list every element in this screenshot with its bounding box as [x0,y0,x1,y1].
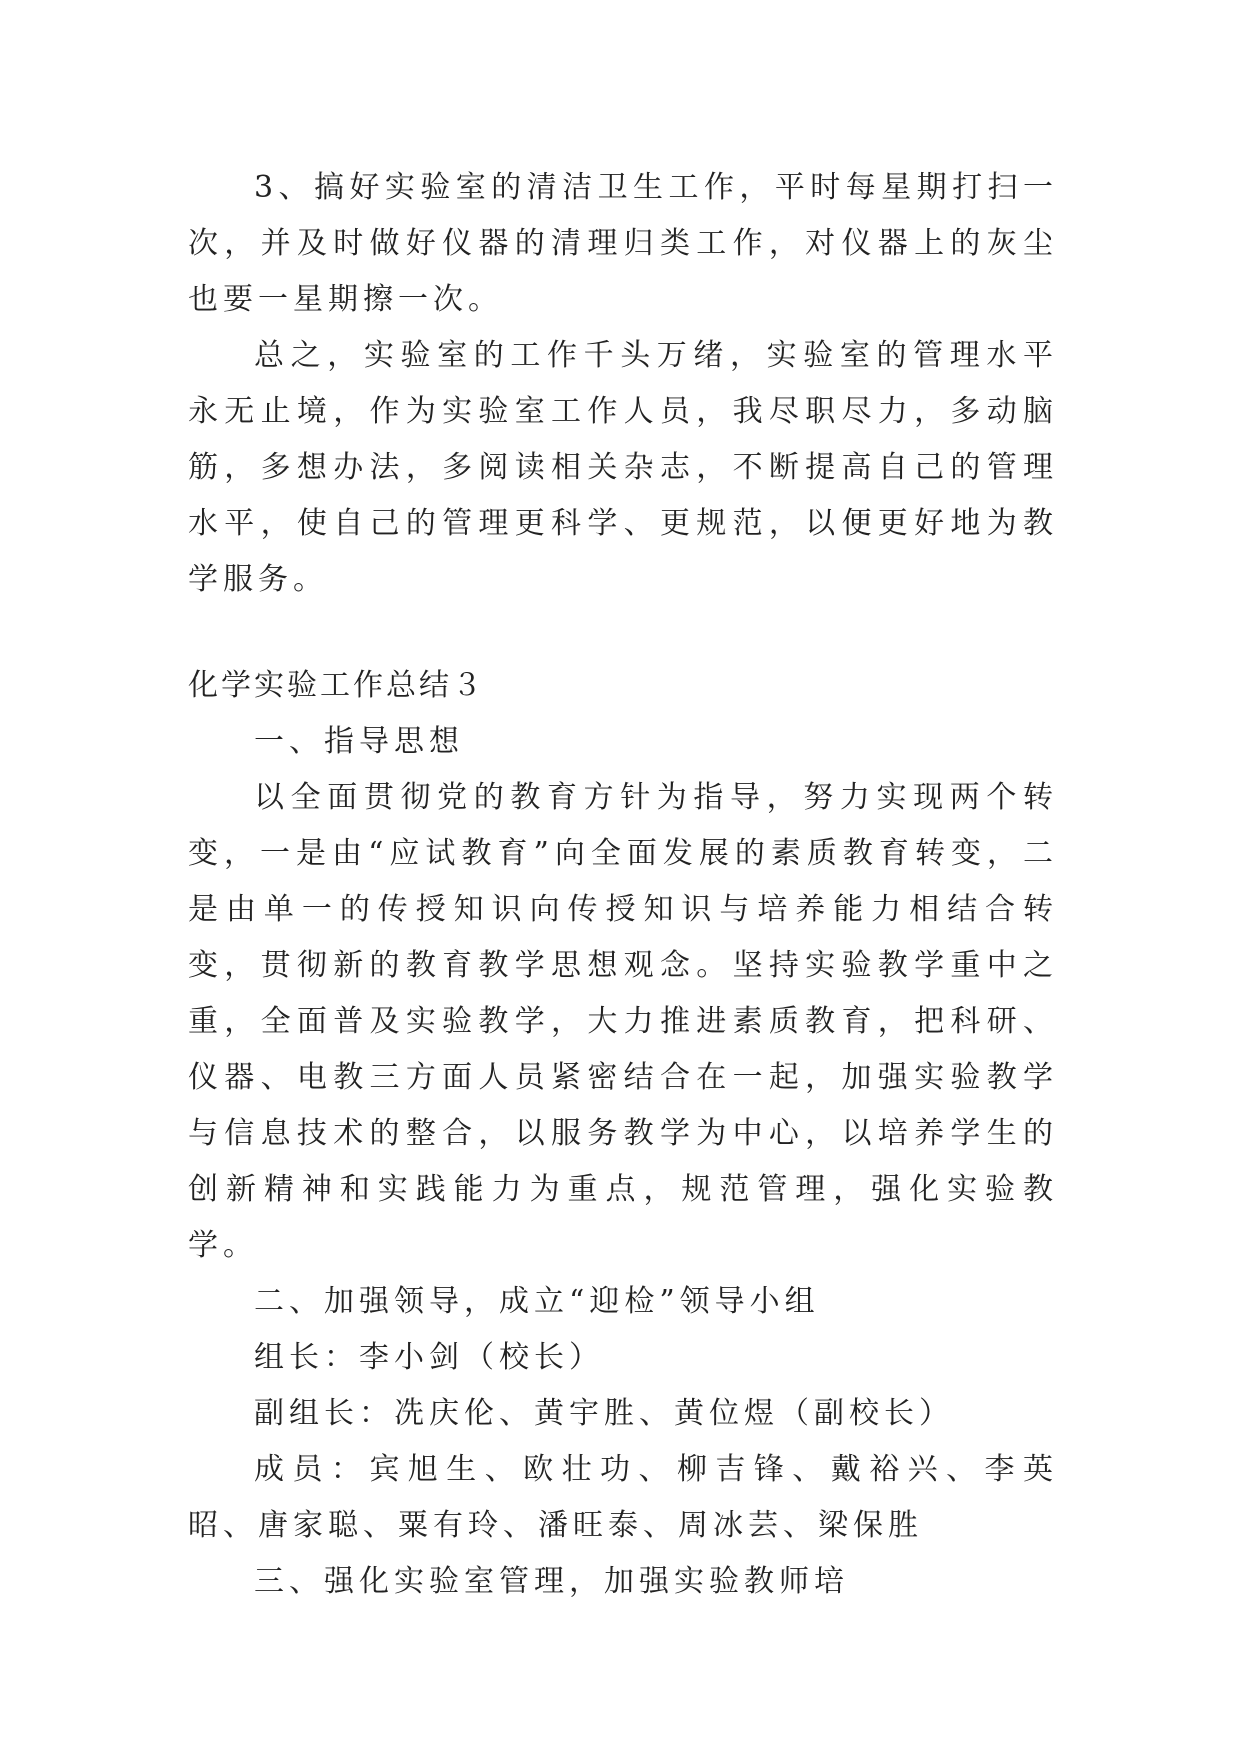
heading-lab-management: 三、强化实验室管理，加强实验教师培 [254,1564,849,1599]
paragraph-cleaning: 3、搞好实验室的清洁卫生工作，平时每星期打扫一次，并及时做好仪器的清理归类工作，对仪器上的灰尘也要一星期擦一次。 [188,170,1058,317]
group-deputy-leaders: 副组长：冼庆伦、黄宇胜、黄位煜（副校长） [254,1396,954,1431]
section-title: 化学实验工作总结３ [188,668,485,703]
group-leader: 组长：李小剑（校长） [254,1340,604,1375]
heading-guiding-thought: 一、指导思想 [254,724,464,759]
document-page [188,160,1058,1610]
heading-leadership-group: 二、加强领导，成立“迎检”领导小组 [254,1284,820,1319]
paragraph-guideline: 以全面贯彻党的教育方针为指导，努力实现两个转变，一是由“应试教育”向全面发展的素质教育转变，二是由单一的传授知识向传授知识与培养能力相结合转变，贯彻新的教育教学思想观念。坚持实验教学重中之重，全面普及实验教学，大力推进素质教育，把科研、仪器、电教三方面人员紧密结合在一起，加强实验教学与信息技术的整合，以服务教学为中心，以培养学生的创新精神和实践能力为重点，规范管理，强化实验教学。 [188,780,1058,1263]
group-members: 成员：宾旭生、欧壮功、柳吉锋、戴裕兴、李英昭、唐家聪、粟有玲、潘旺泰、周冰芸、梁保胜 [188,1452,1058,1543]
paragraph-summary: 总之，实验室的工作千头万绪，实验室的管理水平永无止境，作为实验室工作人员，我尽职尽力，多动脑筋，多想办法，多阅读相关杂志，不断提高自己的管理水平，使自己的管理更科学、更规范，以便更好地为教学服务。 [188,338,1058,597]
